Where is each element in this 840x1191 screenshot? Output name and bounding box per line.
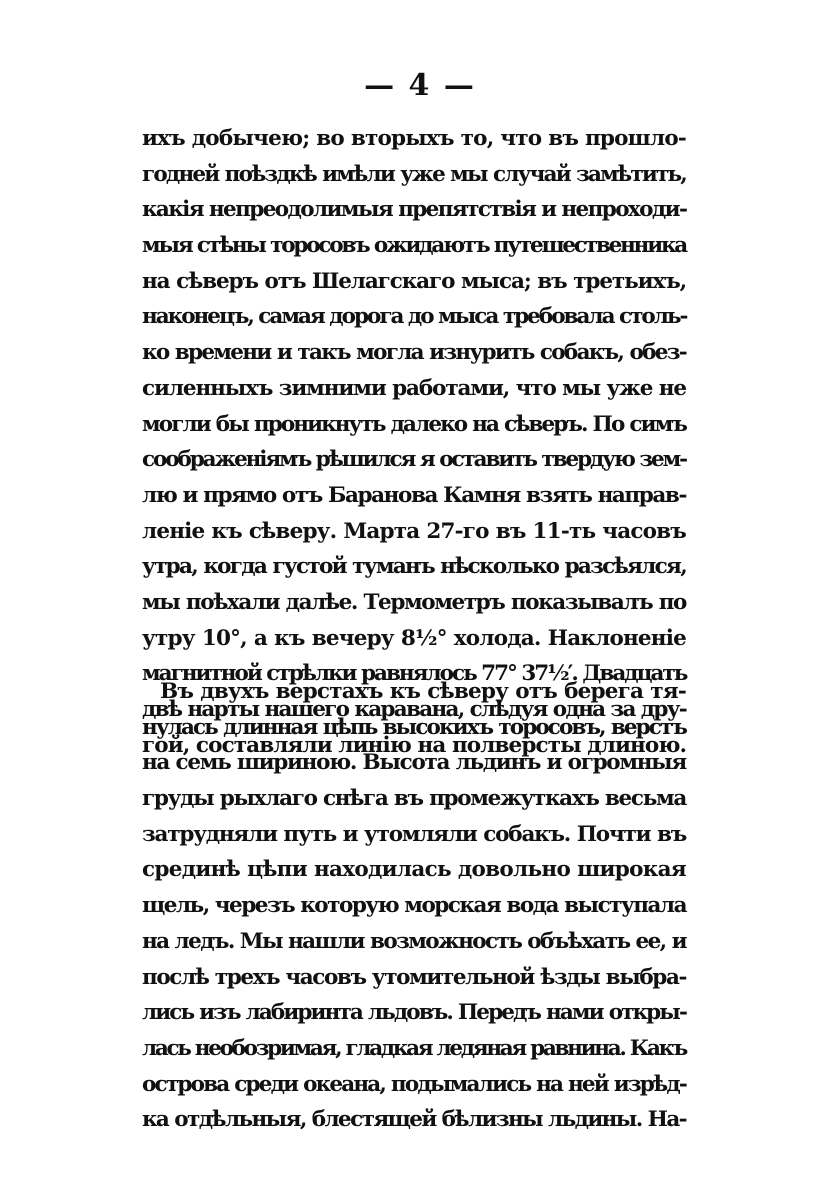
paragraph-1 bbox=[142, 121, 686, 763]
text-line: ко времени и такъ могла изнурить собакъ, обез- bbox=[142, 340, 686, 366]
text-line: груды рыхлаго снѣга въ промежуткахъ весьма bbox=[142, 786, 686, 812]
text-line: утра, когда густой туманъ нѣсколько разсѣялся, bbox=[142, 554, 686, 580]
text-line: на ледъ. Мы нашли возможность объѣхать ее, и bbox=[142, 928, 686, 954]
text-line: могли бы проникнуть далеко на сѣверъ. По симъ bbox=[142, 411, 686, 437]
text-line: Въ двухъ верстахъ къ сѣверу отъ берега тя- bbox=[160, 679, 686, 704]
text-line: лись изъ лабиринта льдовъ. Передъ нами откры- bbox=[142, 1000, 686, 1026]
text-line: мыя стѣны торосовъ ожидаютъ путешественника bbox=[142, 233, 686, 259]
text-line: лю и прямо отъ Баранова Камня взять направ- bbox=[142, 482, 686, 508]
text-line: послѣ трехъ часовъ утомительной ѣзды выбра- bbox=[142, 964, 686, 990]
text-line: леніе къ сѣверу. Марта 27-го въ 11-ть часовъ bbox=[142, 518, 686, 544]
text-line: нулась длинная цѣпь высокихъ торосовъ, верстъ bbox=[142, 714, 686, 740]
text-line: магнитной стрѣлки равнялось 77° 37½′. Двадцать bbox=[142, 661, 687, 687]
text-line: на сѣверъ отъ Шелагскаго мыса; въ третьихъ, bbox=[142, 268, 686, 294]
text-line: на семь шириною. Высота льдинъ и огромныя bbox=[142, 750, 686, 776]
text-line: острова среди океана, подымались на ней изрѣд- bbox=[142, 1071, 686, 1097]
text-line: лась необозримая, гладкая ледяная равнина. Какъ bbox=[142, 1035, 686, 1061]
text-line: соображеніямъ рѣшился я оставить твердую зем- bbox=[142, 447, 686, 473]
text-line: срединѣ цѣпи находилась довольно широкая bbox=[142, 857, 686, 883]
text-line: мы поѣхали далѣе. Термометръ показывалъ по bbox=[142, 589, 686, 615]
text-line: наконецъ, самая дорога до мыса требовала столь- bbox=[142, 304, 687, 330]
text-line: ихъ добычею; во вторыхъ то, что въ прошло- bbox=[142, 126, 686, 151]
text-line: гой, составляли линію на полверсты длиною. bbox=[142, 732, 687, 758]
text-line: двѣ нарты нашего каравана, слѣдуя одна за дру- bbox=[142, 697, 686, 722]
text-line: затрудняли путь и утомляли собакъ. Почти въ bbox=[142, 821, 686, 847]
text-line: ка отдѣльныя, блестящей бѣлизны льдины. На- bbox=[142, 1107, 686, 1133]
text-line: годней поѣздкѣ имѣли уже мы случай замѣтить, bbox=[142, 161, 686, 187]
text-line: щель, черезъ которую морская вода выступала bbox=[142, 893, 686, 919]
text-line: какія непреодолимыя препятствія и непроходи- bbox=[142, 197, 687, 223]
paragraph-2 bbox=[142, 674, 686, 1138]
text-line: силенныхъ зимними работами, что мы уже не bbox=[142, 375, 686, 401]
text-line: утру 10°, а къ вечеру 8½° холода. Наклоненіе bbox=[142, 625, 686, 651]
page-number: — 4 — bbox=[364, 68, 476, 103]
